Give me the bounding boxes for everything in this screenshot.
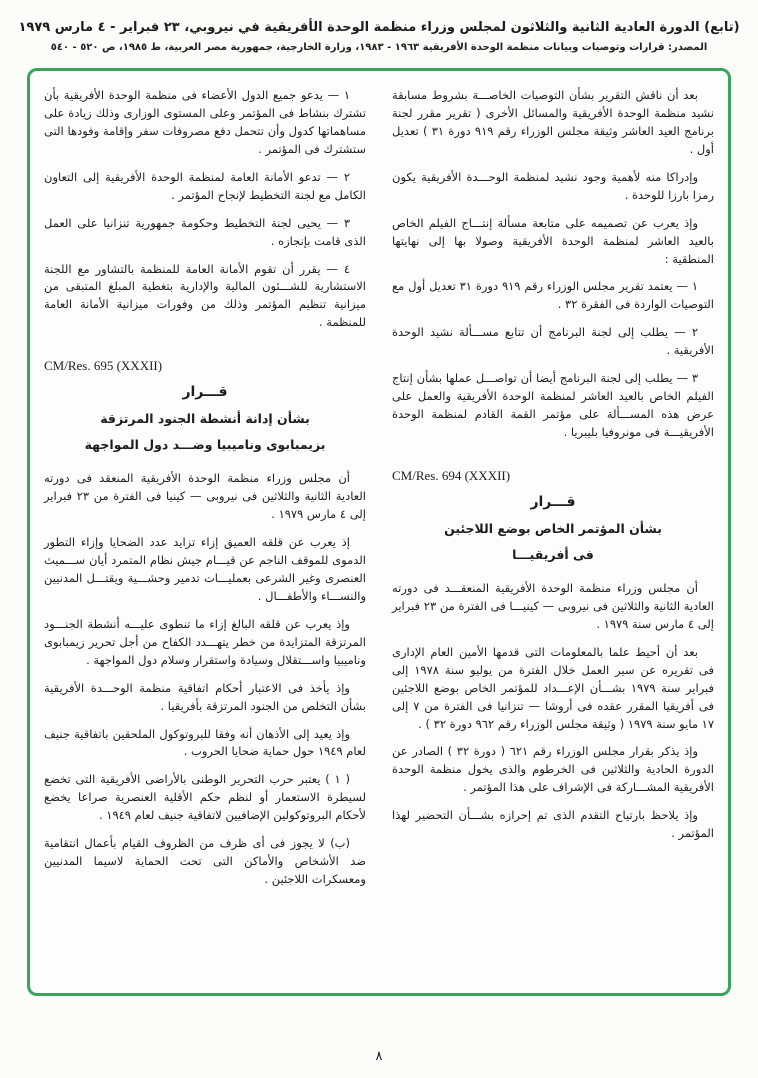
paragraph: ٣ — يطلب إلى لجنة البرنامج أيضا أن تواصـــل عملها بشأن إنتاج الفيلم الخاص بالعيد العاشر لمنظمة الوحدة الأفريقية والعمل على عرض هذه المســـألة على مؤتمر القمة القادم لمنظمة الوحدة الأفريقيـــة فى مونروفيا بليبريا .	[392, 371, 714, 439]
paragraph: ٣ — يحيى لجنة التخطيط وحكومة جمهورية تنزانيا على العمل الذى قامت بإنجازه .	[44, 215, 366, 248]
paragraph: وإذ يعرب عن تصميمه على متابعة مسألة إنتـــاج الفيلم الخاص بالعيد العاشر لمنظمة الوحدة الأفريقية وصولا بها إلى نهايتها المنطقية :	[392, 215, 714, 266]
resolution-title-line: فى أفريقيـــا	[512, 546, 594, 562]
paragraph: بعد أن أحيط علما بالمعلومات التى قدمها الأمين العام الإدارى فى تقريره عن سير العمل خلال الفترة من يوليو سنة ١٩٧٨ إلى فبراير سنة ١٩٧٩ بشـــأن الإعـــداد للمؤتمر الخاص بوضع اللاجئين فى أفريقيا المقرر عقده فى أروشا — تنزانيا فى الفترة من ٧ إلى ١٧ مايو سنة ١٩٧٩ ( وثيقة مجلس الوزراء رقم ٩٦٢ دورة ٣٢ ) .	[392, 644, 715, 731]
paragraph: وإذ يعرب عن قلقه البالغ إزاء ما تنطوى عليـــه أنشطة الجنـــود المرتزقة المتزايدة من خطر يتهـــدد الكفاح من أجل تحرير زيمبابوى وناميبيا واســـتقلال وسيادة واستقرار وسلام دول المواجهة .	[44, 616, 366, 667]
paragraph: وإذ يعيد إلى الأذهان أنه وفقا للبروتوكول الملحقين باتفاقية جنيف لعام ١٩٤٩ حول حماية ضحايا الحروب .	[44, 726, 366, 759]
resolution-title-line: بزيمبابوى وناميبيا وضـــد دول المواجهة	[84, 437, 326, 453]
paragraph: وإذ يذكر بقرار مجلس الوزراء رقم ٦٢١ ( دورة ٣٢ ) الصادر عن الدورة الحادية والثلاثين فى الخرطوم والذى يخول منظمة الوحدة الأفريقية المشـــاركة فى الإشراف على هذا المؤتمر .	[392, 744, 714, 795]
column-left	[44, 87, 366, 899]
resolution-heading: قـــرار	[182, 384, 228, 401]
session-title: (تابع) الدورة العادية الثانية والثلاثون لمجلس وزراء منظمة الوحدة الأفريقية في نيروبي، ٢٣ فبراير - ٤ مارس ١٩٧٩	[18, 20, 740, 35]
document-header	[0, 0, 758, 53]
page-number: ٨	[375, 1049, 383, 1064]
paragraph: ٤ — يقرر أن تقوم الأمانة العامة للمنظمة بالتشاور مع اللجنة الاستشارية للشـــئون المالية والإدارية بتغطية المبلغ المتبقى من ميزانية تنظيم المؤتمر وذلك من وفورات ميزانية الأمانة العامة للمنظمة .	[44, 261, 366, 330]
resolution-heading: قـــرار	[530, 493, 576, 510]
paragraph: وإذ يلاحظ بارتياح التقدم الذى تم إحرازه بشـــأن التحضير لهذا المؤتمر .	[392, 808, 714, 841]
resolution-number: CM/Res. 695 (XXXII)	[44, 358, 163, 374]
column-right	[392, 87, 714, 853]
paragraph: إذ يعرب عن قلقه العميق إزاء تزايد عدد الضحايا وإزاء التطور الدموى للموقف الناجم عن قيـــام جيش نظام المتمرد أيان ســـميث العنصرى وغير الشرعى بعمليـــات تدمير وحشـــية ويقتـــل المدنيين والنســـاء والأطفـــال .	[44, 535, 366, 603]
paragraph: ٢ — تدعو الأمانة العامة لمنظمة الوحدة الأفريقية إلى التعاون الكامل مع لجنة التخطيط لإنجاح المؤتمر .	[44, 169, 366, 202]
paragraph: وإدراكا منه لأهمية وجود نشيد لمنظمة الوحـــدة الأفريقية يكون رمزا بارزا للوحدة .	[392, 169, 714, 202]
paragraph: وإذ يأخذ فى الاعتبار أحكام اتفاقية منظمة الوحـــدة الأفريقية بشأن التخلص من الجنود المرتزقة بأفريقيا .	[44, 680, 366, 713]
paragraph: أن مجلس وزراء منظمة الوحدة الأفريقية المنعقد فى دورته العادية الثانية والثلاثين فى نيروبى — كينيا فى الفترة من ٢٣ فبراير إلى ٤ مارس ١٩٧٩ .	[44, 471, 366, 522]
resolution-number: CM/Res. 694 (XXXII)	[392, 467, 511, 483]
paragraph: أن مجلس وزراء منظمة الوحدة الأفريقية المنعقـــد فى دورته العادية الثانية والثلاثين فى نيروبى — كينيـــا فى الفترة من ٢٣ فبراير إلى ٤ مارس سنة ١٩٧٩ .	[392, 580, 714, 631]
resolution-title-line: بشأن إدانة أنشطة الجنود المرتزقة	[100, 411, 310, 427]
paragraph: ٢ — يطلب إلى لجنة البرنامج أن تتابع مســـألة نشيد الوحدة الأفريقية .	[392, 325, 714, 358]
paragraph: ١ — يدعو جميع الدول الأعضاء فى منظمة الوحدة الأفريقية بأن تشترك بنشاط فى المؤتمر وعلى المستوى الوزارى وذلك زيادة على مساهماتها كدول وأن تتحمل دفع مصروفات سفر وإقامة وفودها التى ستشترك فى المؤتمر .	[44, 88, 366, 156]
page-footer	[0, 1049, 758, 1064]
resolution-title-line: بشأن المؤتمر الخاص بوضع اللاجئين	[444, 520, 662, 536]
source-line: المصدر: قرارات وتوصيات وبيانات منظمة الوحدة الأفريقية ١٩٦٣ - ١٩٨٣، وزارة الخارجية، جمهورية مصر العربية، ط ١٩٨٥، ص ٥٢٠ - ٥٤٠	[50, 42, 708, 53]
paragraph: بعد أن ناقش التقرير بشأن التوصيات الخاصـــة بشروط مسابقة نشيد منظمة الوحدة الأفريقية والمسائل الأخرى ( تقرير مقرر لجنة برنامج العيد العاشر وثيقة مجلس الوزراء رقم ٩١٩ دورة ٣١ ) تعديل أول .	[392, 88, 714, 156]
paragraph: (ب) لا يجوز فى أى ظرف من الظروف القيام بأعمال انتقامية ضد الأشخاص والأماكن التى تحت الحماية لاسيما المدنيين ومعسكرات اللاجئين .	[44, 836, 366, 887]
content-box	[27, 68, 731, 996]
paragraph: ( ١ ) يعتبر حرب التحرير الوطنى بالأراضى الأفريقية التى تخضع لسيطرة الاستعمار أو لنظم حكم الأقلية العنصرية صراعا يخضع لأحكام البروتوكولين الإضافيين لاتفاقية جنيف لعام ١٩٤٩ .	[44, 772, 366, 823]
paragraph: ١ — يعتمد تقرير مجلس الوزراء رقم ٩١٩ دورة ٣١ تعديل أول مع التوصيات الواردة فى الفقرة ٣٢ .	[392, 279, 714, 312]
